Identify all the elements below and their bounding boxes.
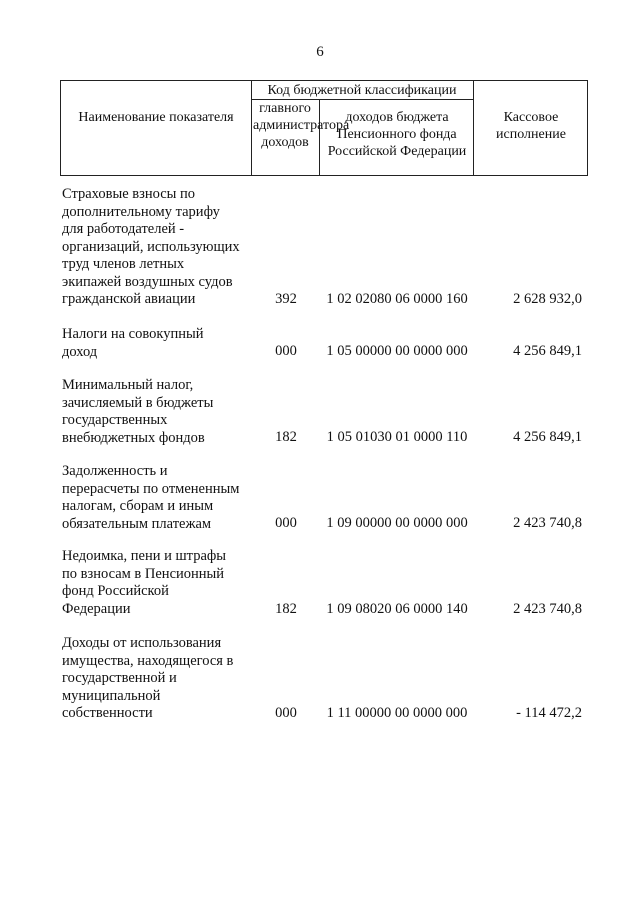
row-name: Недоимка, пени и штрафы по взносам в Пенсионный фонд Российской Федерации (62, 548, 227, 617)
header-divider (473, 81, 474, 175)
row-amount: 2 423 740,8 (513, 515, 582, 531)
row-amount: 2 423 740,8 (513, 601, 582, 617)
row-name: Налоги на совокупный доход (62, 326, 204, 360)
row-budget-code: 1 11 00000 00 0000 000 (326, 705, 468, 721)
row-name: Страховые взносы по дополнительному тарифу для работодателей - организаций, использующих труд членов летных экипажей воздушных судов гражданской авиации (62, 186, 240, 307)
row-budget-code: 1 02 02080 06 0000 160 (326, 291, 468, 307)
row-budget-code: 1 09 08020 06 0000 140 (326, 601, 468, 617)
table-header (60, 80, 588, 176)
row-admin-code: 182 (275, 429, 297, 445)
page-number: 6 (316, 44, 324, 60)
row-name: Доходы от использования имущества, находящегося в государственной и муниципальной собственности (62, 635, 234, 721)
row-amount: 4 256 849,1 (513, 429, 582, 445)
header-divider (319, 99, 320, 175)
row-amount: - 114 472,2 (516, 705, 582, 721)
row-admin-code: 392 (275, 291, 297, 307)
header-admin-column: главного администратора доходов (253, 101, 350, 150)
row-admin-code: 000 (275, 705, 297, 721)
row-admin-code: 182 (275, 601, 297, 617)
row-amount: 2 628 932,0 (513, 291, 582, 307)
row-name: Минимальный налог, зачисляемый в бюджеты государственных внебюджетных фондов (62, 377, 214, 446)
header-code-group: Код бюджетной классификации (267, 83, 457, 98)
row-name: Задолженность и перерасчеты по отмененным налогам, сборам и иным обязательным платежам (62, 463, 240, 532)
row-budget-code: 1 09 00000 00 0000 000 (326, 515, 468, 531)
row-budget-code: 1 05 01030 01 0000 110 (326, 429, 468, 445)
row-admin-code: 000 (275, 515, 297, 531)
header-revenue-column: доходов бюджета Пенсионного фонда Российской Федерации (327, 110, 467, 159)
row-amount: 4 256 849,1 (513, 343, 582, 359)
header-execution-column: Кассовое исполнение (496, 110, 566, 142)
header-name-column: Наименование показателя (78, 110, 234, 125)
row-admin-code: 000 (275, 343, 297, 359)
row-budget-code: 1 05 00000 00 0000 000 (326, 343, 468, 359)
